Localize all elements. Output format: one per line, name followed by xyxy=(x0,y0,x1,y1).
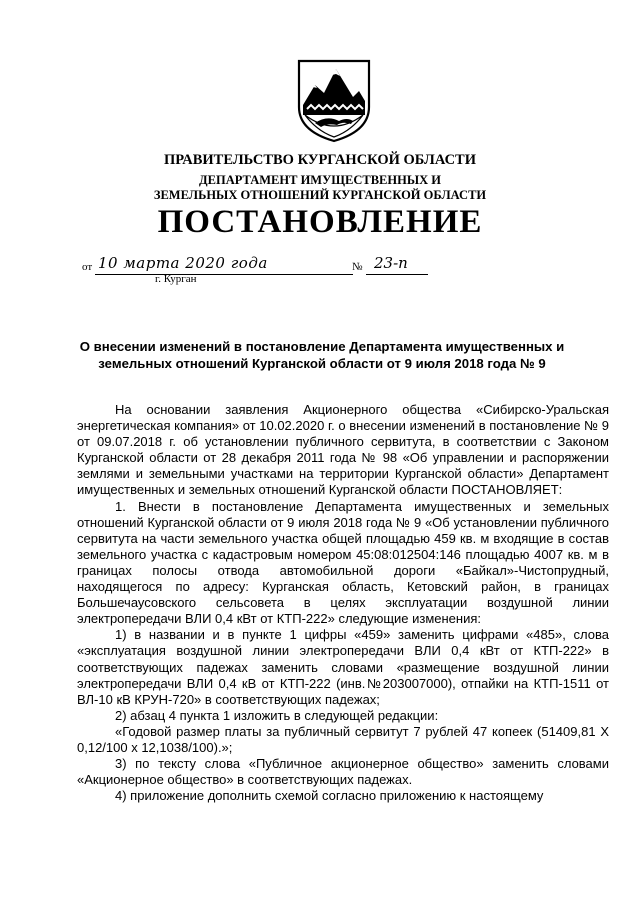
quoted-fee-paragraph: «Годовой размер платы за публичный сервитут 7 рублей 47 копеек (51409,81 Х 0,12/100 х 12,1038/100).»; xyxy=(77,723,609,755)
date-prefix: от xyxy=(82,261,93,273)
subclause-1-paragraph: 1) в названии и в пункте 1 цифры «459» заменить цифрами «485», слова «эксплуатация воздушной линии электропередачи ВЛИ 0,4 кВт от КТП-222» в соответствующих падежах заменить словами «размещение воздушной линии электропередачи ВЛИ 0,4 кВ от КТП-222 (инв.№203007000), отпайки на КТП-1511 от ВЛ-10 кВ КРУН-720» в соответствующих падежах; xyxy=(77,627,609,707)
subclause-4-paragraph: 4) приложение дополнить схемой согласно приложению к настоящему xyxy=(115,788,544,804)
document-body xyxy=(77,402,609,804)
number-underline xyxy=(366,274,428,275)
department-name-line2: ЗЕМЕЛЬНЫХ ОТНОШЕНИЙ КУРГАНСКОЙ ОБЛАСТИ xyxy=(153,188,487,202)
city-name: г. Курган xyxy=(155,273,197,285)
clause-1-paragraph: 1. Внести в постановление Департамента имущественных и земельных отношений Курганской области от 9 июля 2018 года № 9 «Об установлении публичного сервитута на части земельного участка общей площадью 459 кв. м входящие в состав земельного участка с кадастровым номером 45:08:012504:146 площадью 4007 кв. м в границах полосы отвода автомобильной дороги «Байкал»-Чистопрудный, находящегося по адресу: Курганская область, Кетовский район, в границах Большечаусовского сельсовета в целях эксплуатации воздушной линии электропередачи ВЛИ 0,4 кВт от КТП-222» следующие изменения: xyxy=(77,498,609,627)
department-name-line1: ДЕПАРТАМЕНТ ИМУЩЕСТВЕННЫХ И xyxy=(199,173,441,187)
preamble-paragraph: На основании заявления Акционерного общества «Сибирско-Уральская энергетическая компания» от 10.02.2020 г. о внесении изменений в постановление № 9 от 09.07.2018 г. об установлении публичного сервитута, в соответствии с Законом Курганской области от 28 декабря 2011 года № 98 «Об управлении и распоряжении землями и земельными участками на территории Курганской области» Департамент имущественных и земельных отношений Курганской области ПОСТАНОВЛЯЕТ: xyxy=(77,402,609,498)
subclause-3-paragraph: 3) по тексту слова «Публичное акционерное общество» заменить словами «Акционерное общество» в соответствующих падежах. xyxy=(77,756,609,788)
document-subject: О внесении изменений в постановление Департамента имущественных и земельных отношений Курганской области от 9 июля 2018 года № 9 xyxy=(79,339,565,371)
number-prefix: № xyxy=(352,261,363,273)
date-number-line xyxy=(82,254,412,278)
subclause-2-paragraph: 2) абзац 4 пункта 1 изложить в следующей редакции: xyxy=(115,707,439,723)
document-type-title: ПОСТАНОВЛЕНИЕ xyxy=(157,204,483,240)
handwritten-date: 10 марта 2020 года xyxy=(98,254,268,272)
coat-of-arms-emblem xyxy=(291,57,377,143)
government-name: ПРАВИТЕЛЬСТВО КУРГАНСКОЙ ОБЛАСТИ xyxy=(163,152,476,168)
date-underline xyxy=(95,274,353,275)
handwritten-number: 23-п xyxy=(374,254,408,272)
